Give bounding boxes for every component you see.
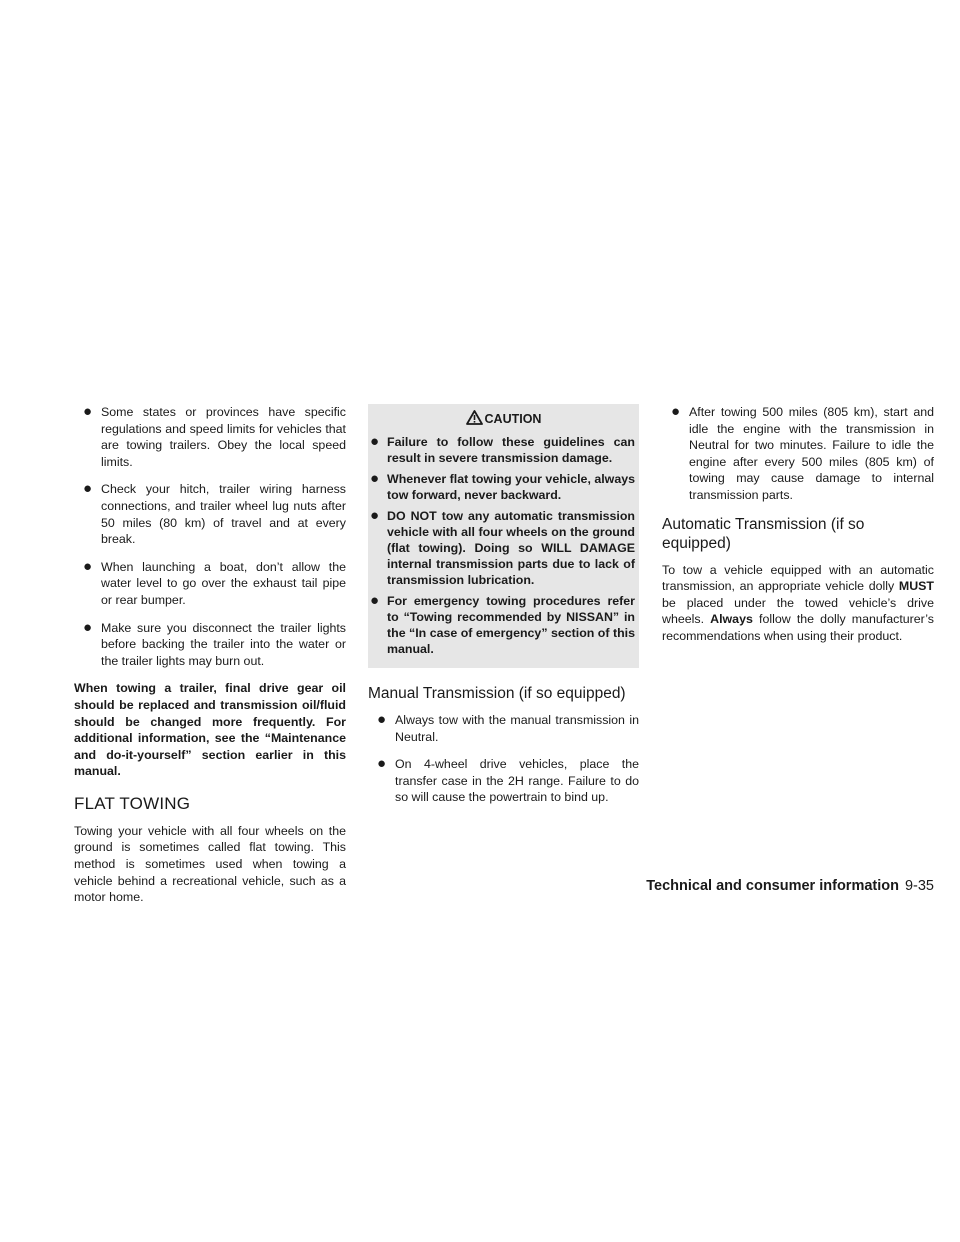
caution-list <box>368 434 639 657</box>
page-number: 9-35 <box>904 878 934 894</box>
list-item: ● DO NOT tow any automatic transmission vehicle with all four wheels on the ground (flat towing). Doing so WILL DAMAGE internal transmission parts due to lack of transmission lubrication. <box>370 507 635 587</box>
idle-engine-list <box>662 404 934 504</box>
bullet-icon: ● <box>370 507 380 524</box>
warning-triangle-icon <box>466 410 483 425</box>
left-column <box>74 404 346 906</box>
list-item: ● Check your hitch, trailer wiring harness connections, and trailer wheel lug nuts after 50 miles (80 km) of travel and at every break. <box>83 480 346 547</box>
bullet-icon: ● <box>671 403 681 420</box>
bullet-icon: ● <box>83 557 93 575</box>
bullet-icon: ● <box>83 403 93 420</box>
list-item: ● Failure to follow these guidelines can result in severe transmission damage. <box>370 433 635 465</box>
always-emphasis: Always <box>710 612 753 627</box>
trailer-tips-list <box>74 404 346 669</box>
bullet-icon: ● <box>370 433 380 450</box>
list-item: ● Always tow with the manual transmission in Neutral. <box>377 711 639 744</box>
page-footer <box>646 878 934 894</box>
list-item: ● On 4-wheel drive vehicles, place the transfer case in the 2H range. Failure to do so will cause the powertrain to bind up. <box>377 755 639 805</box>
bullet-icon: ● <box>377 711 387 728</box>
caution-title: CAUTION <box>368 410 639 428</box>
bullet-icon: ● <box>377 755 387 773</box>
must-emphasis: MUST <box>898 579 934 594</box>
list-item: ● When launching a boat, don’t allow the water level to go over the exhaust tail pipe or rear bumper. <box>83 557 346 607</box>
bullet-icon: ● <box>370 592 380 609</box>
list-item: ● Some states or provinces have specific regulations and speed limits for vehicles that are towing trailers. Obey the local speed limits. <box>83 403 346 469</box>
footer-section-title: Technical and consumer information <box>646 878 899 894</box>
caution-box <box>368 404 639 668</box>
list-item: ● For emergency towing procedures refer to “Towing recommended by NISSAN” in the “In case of emergency” section of this manual. <box>370 592 635 656</box>
manual-transmission-heading: Manual Transmission (if so equipped) <box>368 685 626 702</box>
list-item: ● Make sure you disconnect the trailer lights before backing the trailer into the water or the trailer lights may burn out. <box>83 618 346 668</box>
flat-towing-heading: FLAT TOWING <box>74 793 191 813</box>
bullet-icon: ● <box>370 470 380 487</box>
bullet-icon: ● <box>83 480 93 498</box>
maintenance-note: When towing a trailer, final drive gear oil should be replaced and transmission oil/fluid should be changed more frequently. For additional information, see the “Maintenance and do-it-yourself” section earlier in this manual. <box>74 681 346 779</box>
automatic-transmission-heading: Automatic Transmission (if so equipped) <box>662 515 865 552</box>
list-item: ● Whenever flat towing your vehicle, always tow forward, never backward. <box>370 470 635 502</box>
automatic-transmission-text: To tow a vehicle equipped with an automatic transmission, an appropriate vehicle dolly MUST be placed under the towed vehicle’s drive wheels. Always follow the dolly manufacturer’s recommendations when using their product. <box>662 562 934 643</box>
manual-transmission-list <box>368 712 639 806</box>
right-column <box>662 404 934 645</box>
middle-column <box>368 404 639 817</box>
bullet-icon: ● <box>83 618 93 636</box>
list-item: ● After towing 500 miles (805 km), start and idle the engine with the transmission in Neutral for two minutes. Failure to idle the engine after every 500 miles (805 km) of towing may cause damage to internal transmission parts. <box>671 403 934 502</box>
flat-towing-text: Towing your vehicle with all four wheels on the ground is sometimes called flat towing. This method is sometimes used when towing a vehicle behind a recreational vehicle, such as a motor home. <box>74 823 346 905</box>
